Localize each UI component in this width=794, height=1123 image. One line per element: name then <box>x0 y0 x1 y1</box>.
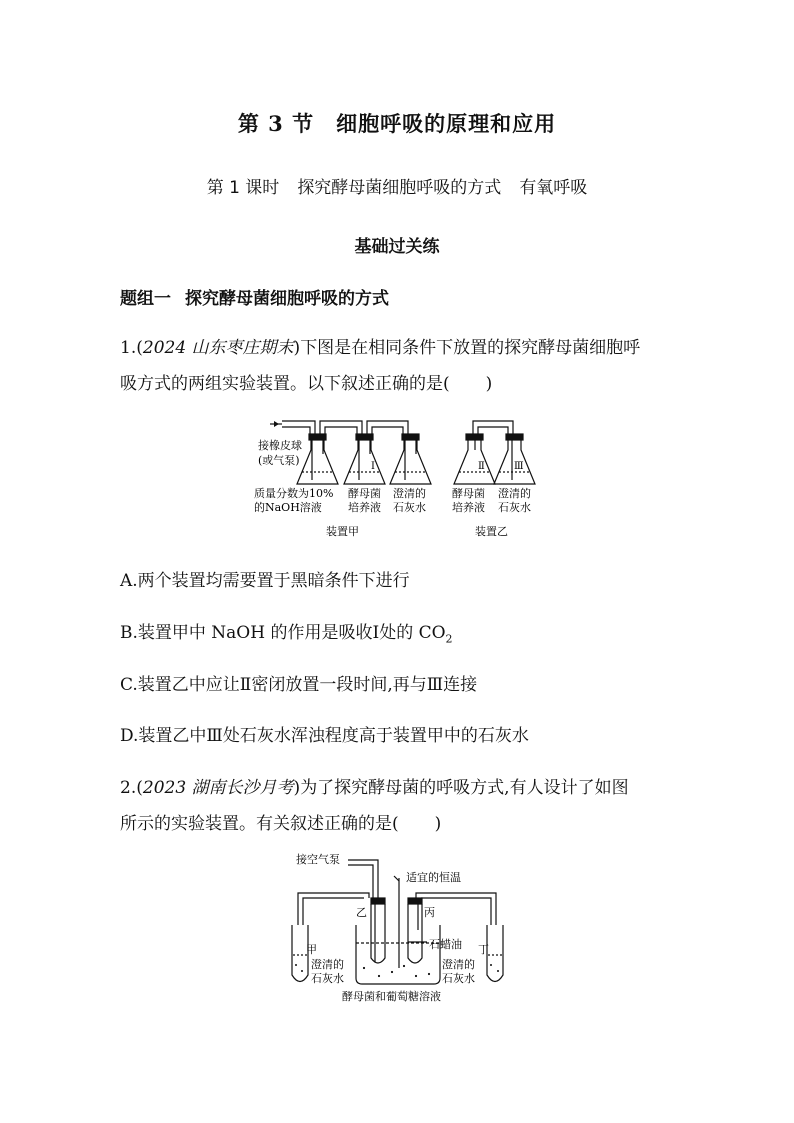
marker-II: Ⅱ <box>478 461 485 472</box>
question-2-text-2: 所示的实验装置。有关叙述正确的是( <box>120 814 399 834</box>
question-1-line-2 <box>120 366 680 402</box>
question-1-stem <box>120 330 680 402</box>
question-1-line-1 <box>120 330 680 366</box>
label-yeast-1: 酵母菌 <box>348 487 381 500</box>
label-solution: 酵母菌和葡萄糖溶液 <box>342 990 441 1003</box>
figure-2-apparatus <box>284 850 514 1010</box>
answer-paren-close: ) <box>485 374 493 394</box>
answer-paren-close: ) <box>434 814 442 834</box>
question-2-stem <box>120 770 680 842</box>
option-b-subscript: 2 <box>445 632 453 646</box>
group-name: 探究酵母菌细胞呼吸的方式 <box>185 289 389 309</box>
lesson-number: 第 1 课时 <box>206 178 280 198</box>
tube-bing <box>408 904 422 963</box>
question-1-number: 1. <box>120 338 137 358</box>
question-2-text-1: 为了探究酵母菌的呼吸方式,有人设计了如图 <box>300 778 629 798</box>
question-2-line-2 <box>120 806 680 842</box>
label-lime-iii-2: 石灰水 <box>498 501 531 514</box>
option-b-text: B.装置甲中 NaOH 的作用是吸收Ⅰ处的 CO <box>120 623 446 643</box>
question-group-heading <box>120 284 389 309</box>
group-label: 题组一 <box>120 289 171 309</box>
flask-yeast-I <box>344 434 385 484</box>
page-title <box>0 108 794 138</box>
lesson-topic-2: 有氧呼吸 <box>519 178 588 198</box>
label-lime-1: 澄清的 <box>393 487 426 500</box>
question-2-line-1 <box>120 770 680 806</box>
option-b[interactable] <box>120 618 453 645</box>
water-bath <box>356 925 440 984</box>
label-temp: 适宜的恒温 <box>406 871 461 884</box>
option-d[interactable]: D.装置乙中Ⅲ处石灰水浑浊程度高于装置甲中的石灰水 <box>120 726 529 746</box>
lesson-subtitle <box>0 173 794 198</box>
marker-I: Ⅰ <box>371 461 375 472</box>
label-yeast-ii-1: 酵母菌 <box>452 487 485 500</box>
caption-yi: 装置乙 <box>475 525 508 538</box>
source-paren-open: ( <box>136 338 143 358</box>
caption-jia: 装置甲 <box>326 525 359 538</box>
label-lime-left-2: 石灰水 <box>311 972 344 985</box>
label-lime-right-2: 石灰水 <box>442 972 475 985</box>
label-yi: 乙 <box>356 906 367 919</box>
section-heading: 基础过关练 <box>354 237 440 257</box>
label-oil: 石蜡油 <box>429 938 462 951</box>
label-bing: 丙 <box>424 906 435 919</box>
label-pump: 接空气泵 <box>296 853 340 866</box>
section-number: 第 3 节 <box>237 111 315 136</box>
label-naoh-2: 的NaOH溶液 <box>254 501 322 514</box>
test-tube-ding <box>487 925 503 982</box>
label-lime-right-1: 澄清的 <box>442 958 475 971</box>
question-1-text-1: 下图是在相同条件下放置的探究酵母菌细胞呼 <box>300 338 641 358</box>
label-lime-iii-1: 澄清的 <box>498 487 531 500</box>
flask-limewater-jia <box>390 434 431 484</box>
arrow-head-icon <box>274 421 279 427</box>
figure-1-apparatus <box>250 414 550 544</box>
section-name: 细胞呼吸的原理和应用 <box>336 111 557 136</box>
label-lime-2: 石灰水 <box>393 501 426 514</box>
label-naoh-1: 质量分数为10% <box>254 487 334 500</box>
option-c[interactable]: C.装置乙中应让Ⅱ密闭放置一段时间,再与Ⅲ连接 <box>120 675 478 695</box>
label-ding: 丁 <box>478 943 489 956</box>
flask-naoh <box>297 434 338 484</box>
label-yeast-2: 培养液 <box>348 501 381 514</box>
option-a[interactable]: A.两个装置均需要置于黑暗条件下进行 <box>120 571 410 591</box>
label-pump-1: 接橡皮球 <box>258 439 302 452</box>
tube-yi <box>371 904 385 963</box>
flask-yeast-II <box>454 434 495 484</box>
flask-limewater-III <box>494 434 535 484</box>
air-pump-tube <box>348 860 378 898</box>
question-1-text-2: 吸方式的两组实验装置。以下叙述正确的是( <box>120 374 450 394</box>
lesson-topic-1: 探究酵母菌细胞呼吸的方式 <box>297 178 502 198</box>
label-yeast-ii-2: 培养液 <box>452 501 485 514</box>
label-jia: 甲 <box>306 943 317 956</box>
label-pump-2: (或气泵) <box>258 454 300 467</box>
question-2-number: 2. <box>120 778 137 798</box>
source-paren-close: ) <box>293 338 301 358</box>
question-2-source: 2023 湖南长沙月考 <box>142 778 294 798</box>
label-lime-left-1: 澄清的 <box>311 958 344 971</box>
marker-III: Ⅲ <box>514 461 524 472</box>
question-1-source: 2024 山东枣庄期末 <box>142 338 294 358</box>
source-paren-open: ( <box>136 778 143 798</box>
source-paren-close: ) <box>293 778 301 798</box>
